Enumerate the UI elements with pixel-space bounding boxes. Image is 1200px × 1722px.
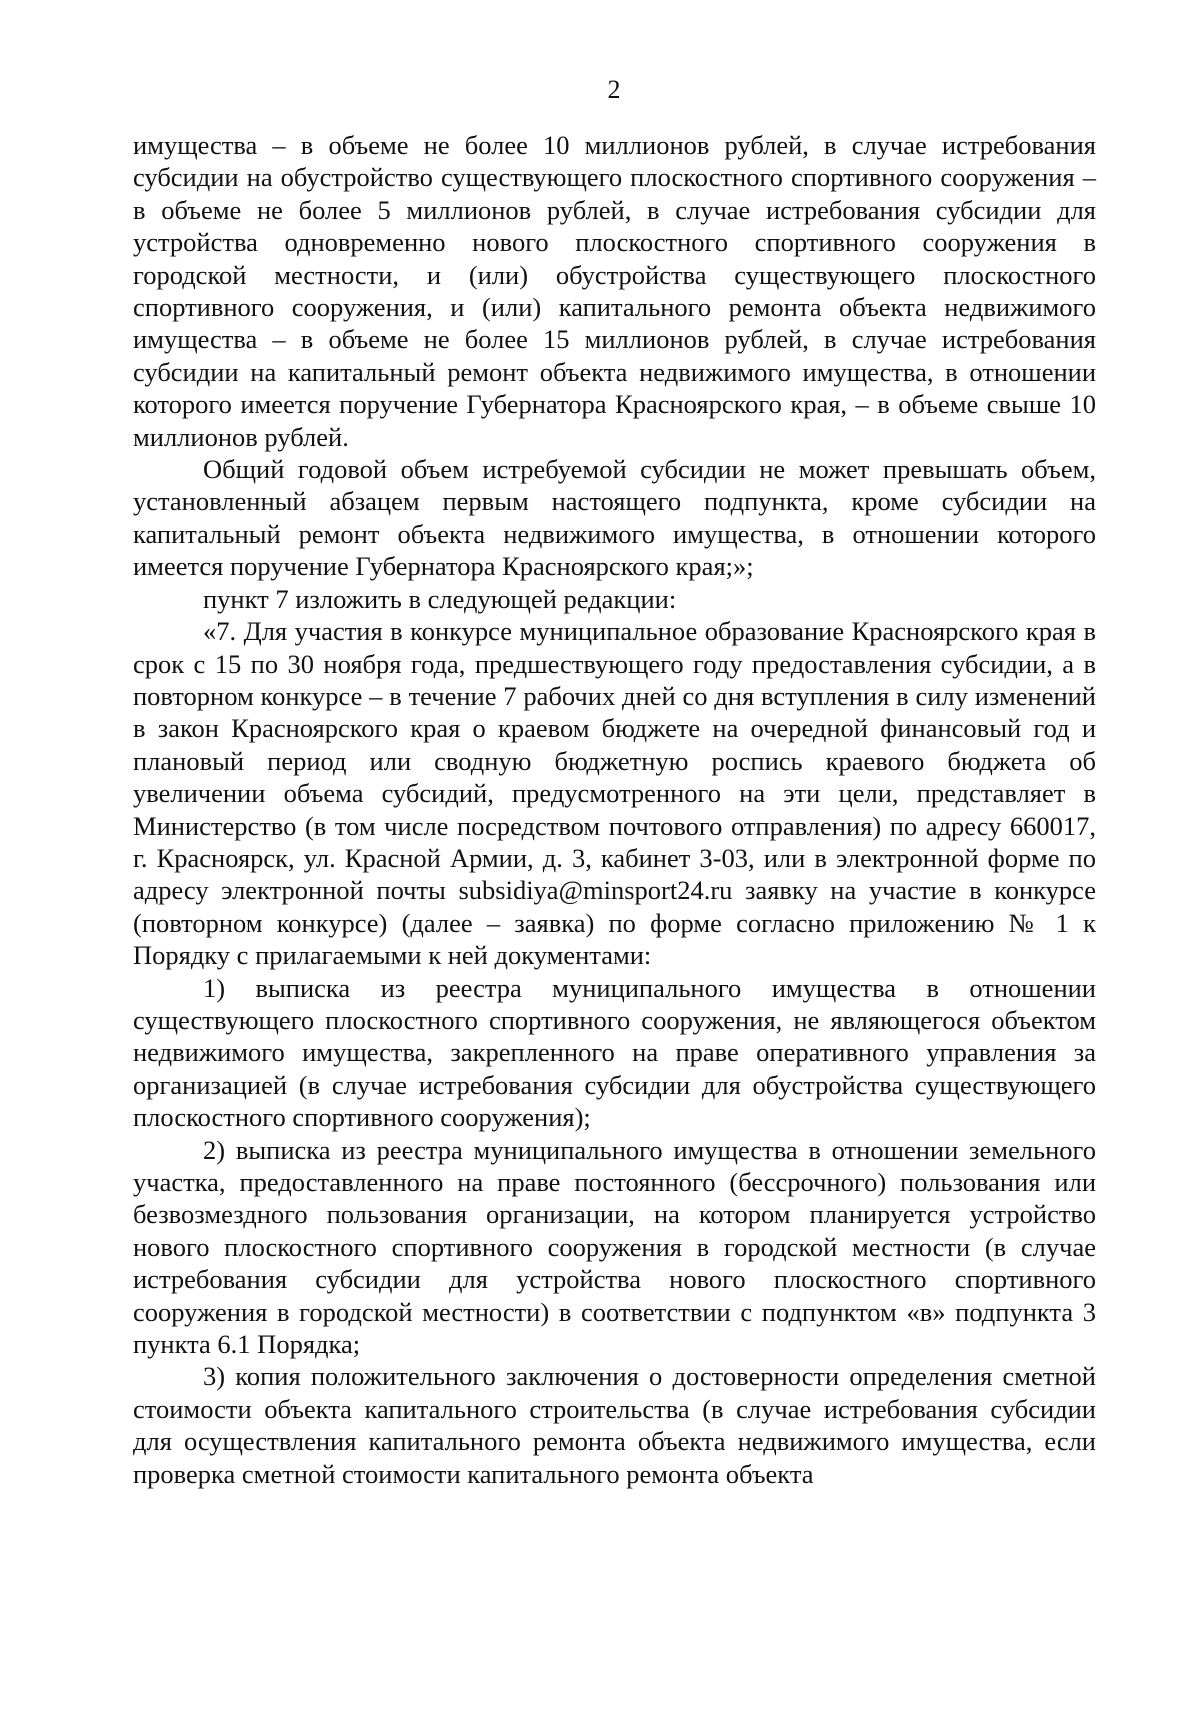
document-body	[133, 129, 1096, 1490]
page-number: 2	[607, 75, 621, 104]
list-item-2: 2) выписка из реестра муниципального имущества в отношении земельного участка, предоставленного на праве постоянного (бессрочного) пользования или безвозмездного пользования организации, на котором планируется устройство нового плоскостного спортивного сооружения в городской местности (в случае истребования субсидии для устройства нового плоскостного спортивного сооружения в городской местности) в соответствии с подпунктом «в» подпункта 3 пункта 6.1 Порядка;	[133, 1134, 1096, 1360]
paragraph-amendment-intro: пункт 7 изложить в следующей редакции:	[203, 583, 677, 614]
paragraph-item-7: «7. Для участия в конкурсе муниципальное образование Красноярского края в срок с 15 по 30 ноября года, предшествующего году предоставления субсидии, а в повторном конкурсе – в течение 7 рабочих дней со дня вступления в силу изменений в закон Красноярского края о краевом бюджете на очередной финансовый год и плановый период или сводную бюджетную роспись краевого бюджета об увеличении объема субсидий, предусмотренного на эти цели, представляет в Министерство (в том числе посредством почтового отправления) по адресу 660017, г. Красноярск, ул. Красной Армии, д. 3, кабинет 3-03, или в электронной форме по адресу электронной почты subsidiya@minsport24.ru заявку на участие в конкурсе (повторном конкурсе) (далее – заявка) по форме согласно приложению № 1 к Порядку с прилагаемыми к ней документами:	[133, 616, 1096, 971]
list-item-3: 3) копия положительного заключения о достоверности определения сметной стоимости объекта капитального строительства (в случае истребования субсидии для осуществления капитального ремонта объекта недвижимого имущества, если проверка сметной стоимости капитального ремонта объекта	[133, 1361, 1096, 1489]
paragraph-continuation: имущества – в объеме не более 10 миллионов рублей, в случае истребования субсидии на обустройство существующего плоскостного спортивного сооружения – в объеме не более 5 миллионов рублей, в случае истребования субсидии для устройства одновременно нового плоскостного спортивного сооружения в городской местности, и (или) обустройства существующего плоскостного спортивного сооружения, и (или) капитального ремонта объекта недвижимого имущества – в объеме не более 15 миллионов рублей, в случае истребования субсидии на капитальный ремонт объекта недвижимого имущества, в отношении которого имеется поручение Губернатора Красноярского края, – в объеме свыше 10 миллионов рублей.	[133, 130, 1096, 452]
list-item-1: 1) выписка из реестра муниципального имущества в отношении существующего плоскостного спортивного сооружения, не являющегося объектом недвижимого имущества, закрепленного на праве оперативного управления за организацией (в случае истребования субсидии для обустройства существующего плоскостного спортивного сооружения);	[133, 972, 1096, 1133]
paragraph-annual-volume: Общий годовой объем истребуемой субсидии не может превышать объем, установленный абзацем первым настоящего подпункта, кроме субсидии на капитальный ремонт объекта недвижимого имущества, в отношении которого имеется поручение Губернатора Красноярского края;»;	[133, 454, 1096, 582]
